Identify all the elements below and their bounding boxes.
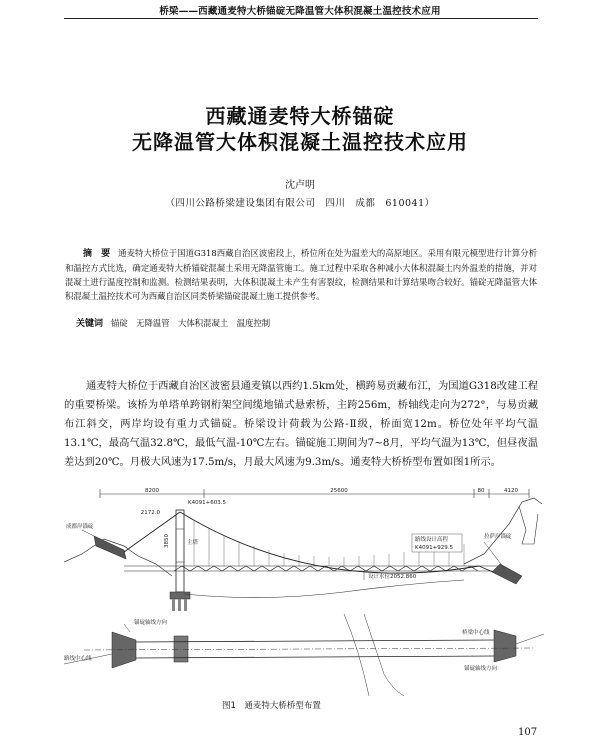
plan-view: [64, 614, 544, 696]
keywords-label: 关键词: [76, 319, 104, 329]
left-anchor-label: 成都岸锚碇: [66, 524, 94, 530]
dim-right: 4120: [504, 488, 518, 494]
figure-caption: 图1 通麦特大桥桥型布置: [222, 701, 321, 711]
body-paragraph: 通麦特大桥位于西藏自治区波密县通麦镇以西约1.5km处，横跨易贡藏布江，为国道G318改建工程的重要桥梁。该桥为单塔单跨钢桁架空间缆地锚式悬索桥，主跨256m，桥轴线走向为272°，与易贡藏布江斜交，两岸均设有重力式锚碇。桥梁设计荷载为公路-Ⅱ级，桥面宽12m。桥位处年平均气温13.1℃，最高气温32.8℃，最低气温-10℃左右。锚碇施工期间为7~8月，平均气温为13℃，但昼夜温差达到20℃。月极大风速为17.5m/s，月最大风速为9.3m/s。通麦特大桥桥型布置如图1所示。: [64, 380, 538, 468]
tower-top-elevation: 2172.0: [140, 510, 160, 516]
plan-label-right2: 锚碇轴线方向: [464, 666, 498, 672]
dim-small: 80: [477, 488, 485, 494]
deck-note: 路线设计高程: [415, 537, 449, 543]
right-anchor-label: 拉萨岸锚碇: [484, 534, 512, 540]
riverbed: [184, 580, 464, 598]
abstract-label: 摘 要: [83, 249, 111, 259]
author: 沈卢明: [285, 180, 315, 191]
abstract-text: 通麦特大桥位于国道G318西藏自治区波密段上，桥位所在处为温差大的高原地区。采用有限元模型进行计算分析和温控方式比选，确定通麦特大桥锚碇混凝土采用无降温管施工。施工过程中采取各种减小大体积混凝土内外温差的措施，并对混凝土进行温度控制和监测。检测结果表明，大体积混凝土未产生有害裂纹，检测结果和计算结果吻合较好。锚碇无降温管大体积混凝土温控技术可为西藏自治区同类桥梁锚碇混凝土施工提供参考。: [65, 248, 537, 301]
plan-label-left: 锚碇轴线方向: [134, 620, 168, 626]
keywords: [76, 316, 536, 329]
plan-label-center: 路线中心线: [64, 656, 92, 662]
right-terrain: [464, 498, 542, 564]
affiliation: （四川公路桥梁建设集团有限公司 四川 成都 610041）: [165, 198, 435, 209]
deck-truss: [124, 566, 502, 571]
tower-top-stake: K4091+603.5: [188, 500, 226, 506]
running-header: 桥梁——西藏通麦特大桥锚碇无降温管大体积混凝土温控技术应用: [159, 6, 441, 17]
keywords-text: 锚碇 无降温管 大体积混凝土 温度控制: [111, 318, 271, 328]
header-rule: [64, 18, 538, 19]
deck-stake: K4091+929.5: [415, 545, 453, 551]
page-number: 107: [518, 727, 538, 738]
main-tower: [170, 510, 190, 611]
bridge-drawing: [64, 484, 544, 696]
tower-label: 主塔: [187, 540, 199, 546]
abstract: [65, 246, 537, 303]
left-anchorage: [94, 536, 126, 559]
article-title-line2: 无降温管大体积混凝土温控技术应用: [132, 130, 468, 154]
left-terrain: [64, 539, 172, 576]
plan-label-right1: 桥梁中心线: [462, 630, 490, 636]
bridge-layout-figure: [64, 484, 544, 696]
right-anchorage: [492, 564, 522, 584]
dim-main: 25600: [330, 488, 348, 494]
back-cable: [124, 512, 180, 552]
article-title-line1: 西藏通麦特大桥锚碇: [205, 104, 395, 128]
dim-left: 8200: [145, 488, 159, 494]
water-level: 设计水位2052.860: [368, 574, 417, 580]
tower-height: 3850: [164, 534, 170, 548]
